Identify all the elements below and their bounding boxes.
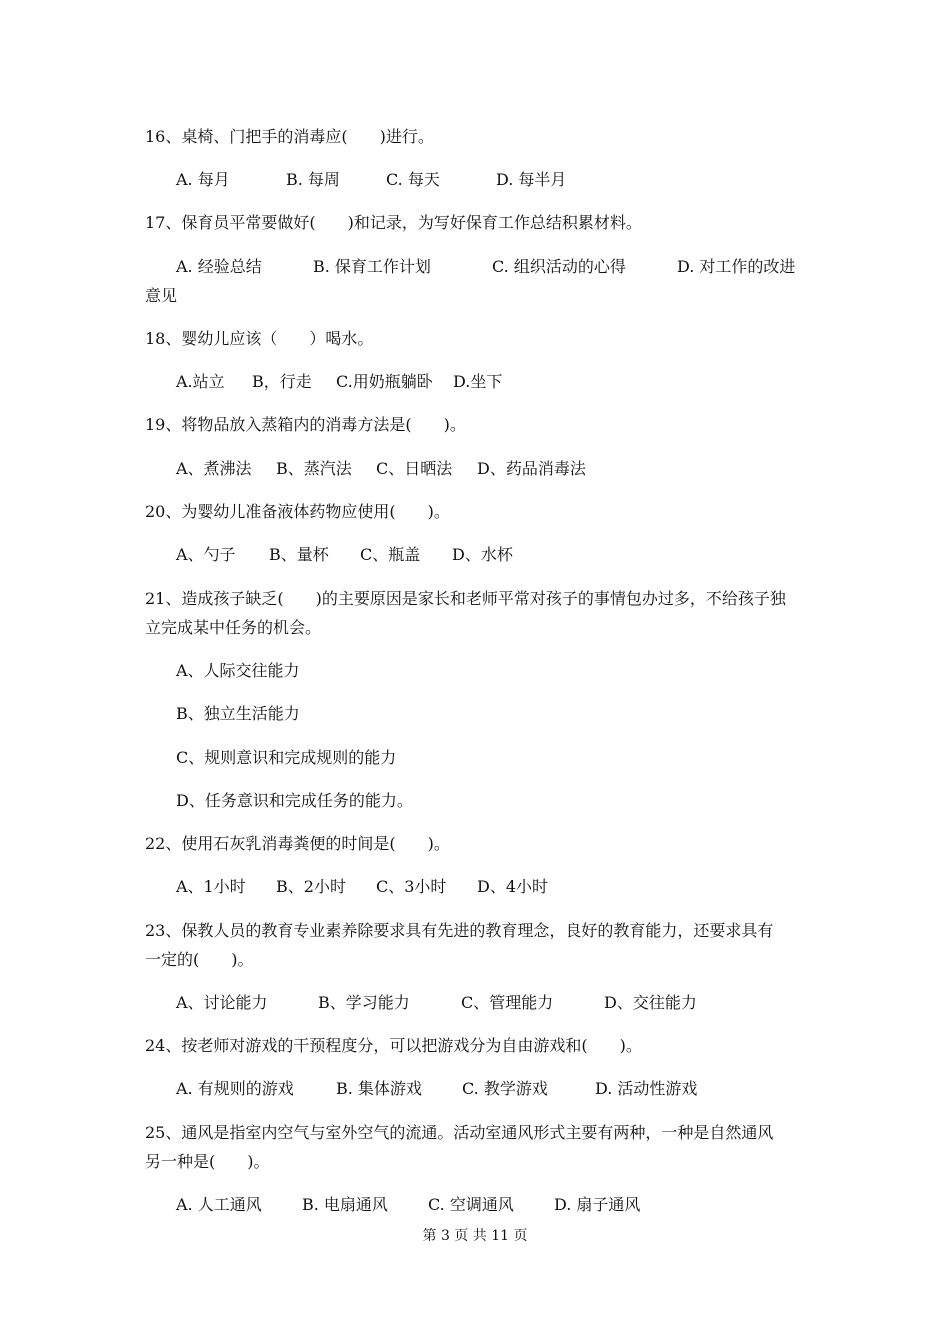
option-d: D. 对工作的改进 [677,257,796,276]
option-a: A. 每月 [176,170,230,189]
option-d: D. 每半月 [496,170,567,189]
option-b: B. 保育工作计划 [313,257,431,276]
question-18-options [176,371,502,393]
option-b: B、量杯 [269,545,329,564]
option-a: A、煮沸法 [176,459,252,478]
question-19-options [176,458,586,480]
question-25-options [176,1194,640,1216]
option-b: B、2小时 [276,877,346,896]
page-number-footer: 第 3 页 共 11 页 [422,1228,528,1244]
question-16-stem: 16、桌椅、门把手的消毒应( )进行。 [145,127,434,146]
option-a: A、讨论能力 [176,993,268,1012]
option-d: D、水杯 [452,545,513,564]
option-d: D、交往能力 [604,993,697,1012]
option-d: D.坐下 [453,372,503,391]
option-b: B. 电扇通风 [302,1195,388,1214]
option-a: A、1小时 [176,877,246,896]
question-17-options [176,256,795,278]
question-17-options-continuation: 意见 [145,286,178,305]
option-a: A、勺子 [176,545,236,564]
option-d: D. 活动性游戏 [595,1079,698,1098]
option-d: D、药品消毒法 [477,459,586,478]
question-20-stem: 20、为婴幼儿准备液体药物应使用( )。 [145,502,450,521]
option-c: C. 组织活动的心得 [492,257,626,276]
question-21-stem-line-1: 21、造成孩子缺乏( )的主要原因是家长和老师平常对孩子的事情包办过多，不给孩子独 [145,589,786,608]
question-19-stem: 19、将物品放入蒸箱内的消毒方法是( )。 [145,415,466,434]
option-a: A. 有规则的游戏 [176,1079,294,1098]
question-23-stem-line-2: 一定的( )。 [145,950,254,969]
question-21-option-b: B、独立生活能力 [176,704,300,723]
option-c: C. 每天 [386,170,440,189]
question-22-stem: 22、使用石灰乳消毒粪便的时间是( )。 [145,834,450,853]
question-21-option-d: D、任务意识和完成任务的能力。 [176,791,413,810]
question-24-options [176,1078,697,1100]
question-21-option-c: C、规则意识和完成规则的能力 [176,748,397,767]
option-b: B. 集体游戏 [336,1079,422,1098]
question-23-stem-line-1: 23、保教人员的教育专业素养除要求具有先进的教育理念，良好的教育能力，还要求具有 [145,921,774,940]
question-21-stem-line-2: 立完成某中任务的机会。 [145,618,322,637]
option-c: C. 空调通风 [428,1195,514,1214]
question-25-stem-line-2: 另一种是( )。 [145,1152,270,1171]
question-18-stem: 18、婴幼儿应该（ ）喝水。 [145,329,374,348]
option-c: C. 教学游戏 [462,1079,548,1098]
question-20-options [176,544,513,566]
option-d: D、4小时 [477,877,549,896]
question-25-stem-line-1: 25、通风是指室内空气与室外空气的流通。活动室通风形式主要有两种，一种是自然通风 [145,1123,774,1142]
question-22-options [176,876,548,898]
option-b: B，行走 [252,372,312,391]
option-a: A.站立 [176,372,225,391]
option-a: A. 经验总结 [176,257,262,276]
question-23-options [176,992,697,1014]
option-d: D. 扇子通风 [554,1195,641,1214]
option-c: C、3小时 [376,877,447,896]
question-16-options [176,169,566,191]
question-21-option-a: A、人际交往能力 [176,661,300,680]
option-c: C、日晒法 [376,459,453,478]
option-c: C、瓶盖 [360,545,421,564]
option-b: B、学习能力 [318,993,410,1012]
question-24-stem: 24、按老师对游戏的干预程度分，可以把游戏分为自由游戏和( )。 [145,1036,642,1055]
option-b: B、蒸汽法 [276,459,352,478]
option-c: C.用奶瓶躺卧 [336,372,433,391]
question-17-stem: 17、保育员平常要做好( )和记录，为写好保育工作总结积累材料。 [145,213,642,232]
option-c: C、管理能力 [461,993,554,1012]
option-b: B. 每周 [286,170,340,189]
option-a: A. 人工通风 [176,1195,262,1214]
